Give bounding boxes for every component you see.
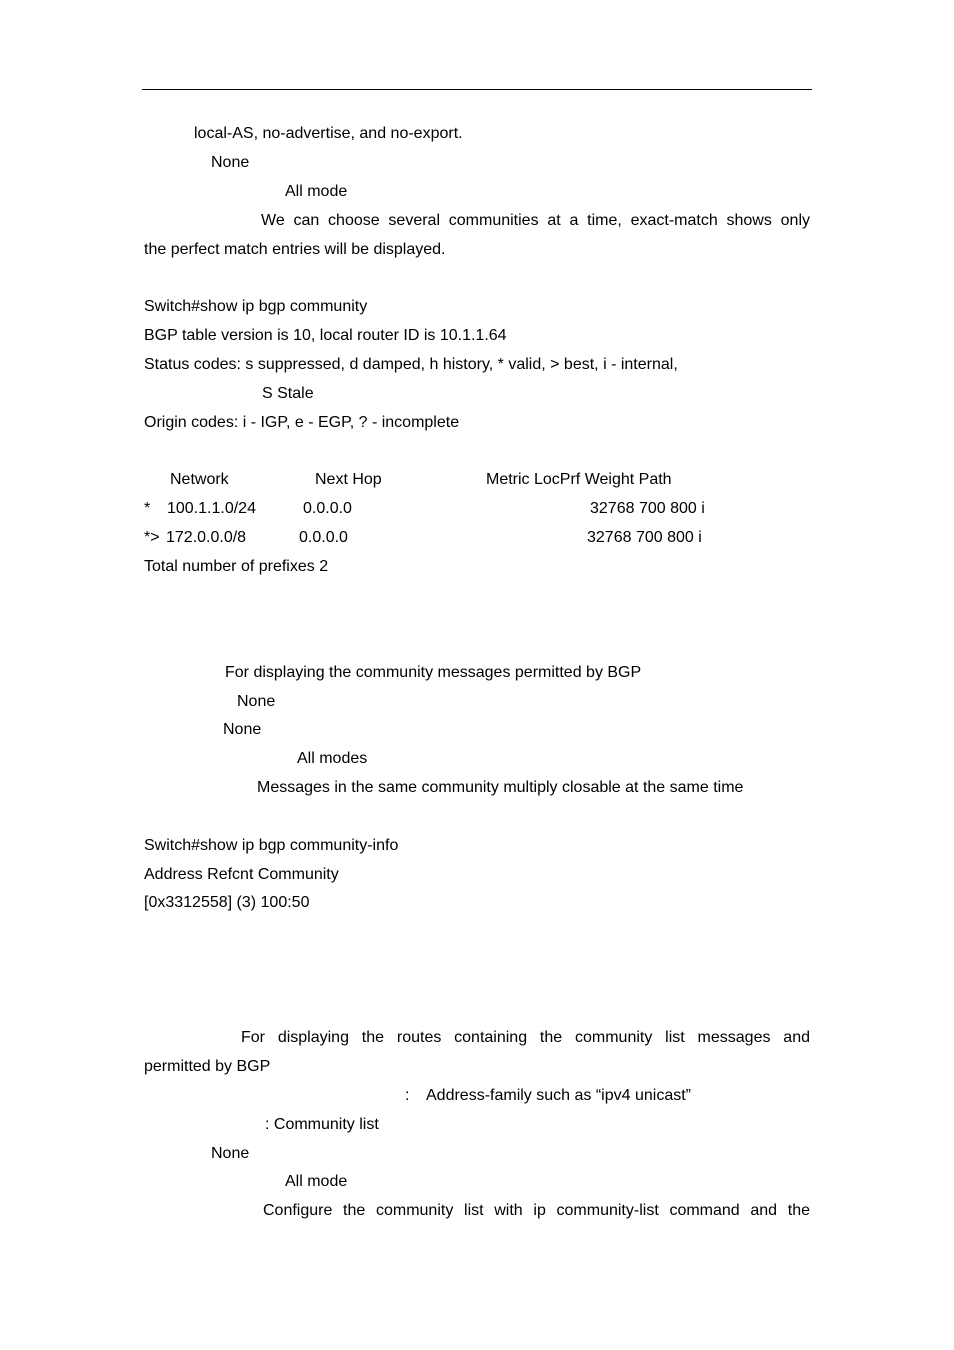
command-mode: All mode [285, 1173, 348, 1190]
function-description-line1: For displaying the routes containing the community list messages and [241, 1029, 810, 1046]
command-mode: All mode [285, 183, 348, 200]
output-table-version: BGP table version is 10, local router ID is 10.1.1.64 [144, 327, 507, 344]
command-mode: All modes [297, 750, 368, 767]
example-command: Switch#show ip bgp community-info [144, 837, 399, 854]
default-value: None [223, 721, 262, 738]
parameter-value: None [237, 693, 276, 710]
usage-guide-line1: We can choose several communities at a time, exact-match shows only [261, 212, 810, 229]
route-row-weight-path: 32768 700 800 i [587, 529, 702, 546]
header-rule [142, 89, 812, 90]
usage-guide-line2: the perfect match entries will be displayed. [144, 241, 446, 258]
column-header-metrics: Metric LocPrf Weight Path [486, 471, 672, 488]
route-row-network: 172.0.0.0/8 [166, 529, 247, 546]
output-status-codes-cont: S Stale [262, 385, 314, 402]
output-origin-codes: Origin codes: i - IGP, e - EGP, ? - incomplete [144, 414, 460, 431]
route-row-next-hop: 0.0.0.0 [299, 529, 348, 546]
route-row-next-hop: 0.0.0.0 [303, 500, 352, 517]
default-value: None [211, 1145, 250, 1162]
output-total-prefixes: Total number of prefixes 2 [144, 558, 329, 575]
function-description: For displaying the community messages permitted by BGP [225, 664, 642, 681]
parameter-description-tail: local-AS, no-advertise, and no-export. [194, 125, 463, 142]
route-row-status-code: * [144, 500, 151, 517]
parameter-community-list: : Community list [265, 1116, 379, 1133]
parameter-address-family: Address-family such as “ipv4 unicast” [426, 1087, 691, 1104]
output-status-codes: Status codes: s suppressed, d damped, h history, * valid, > best, i - internal, [144, 356, 678, 373]
output-row: [0x3312558] (3) 100:50 [144, 894, 310, 911]
usage-guide-line1: Configure the community list with ip community-list command and the [263, 1202, 810, 1219]
function-description-line2: permitted by BGP [144, 1058, 271, 1075]
column-header-next-hop: Next Hop [315, 471, 382, 488]
column-header-network: Network [170, 471, 229, 488]
usage-guide: Messages in the same community multiply closable at the same time [257, 779, 744, 796]
output-header: Address Refcnt Community [144, 866, 339, 883]
route-row-weight-path: 32768 700 800 i [590, 500, 705, 517]
route-row-status-code: *> [144, 529, 160, 546]
default-value: None [211, 154, 250, 171]
parameter-separator: : [405, 1087, 410, 1104]
example-command: Switch#show ip bgp community [144, 298, 368, 315]
route-row-network: 100.1.1.0/24 [167, 500, 256, 517]
